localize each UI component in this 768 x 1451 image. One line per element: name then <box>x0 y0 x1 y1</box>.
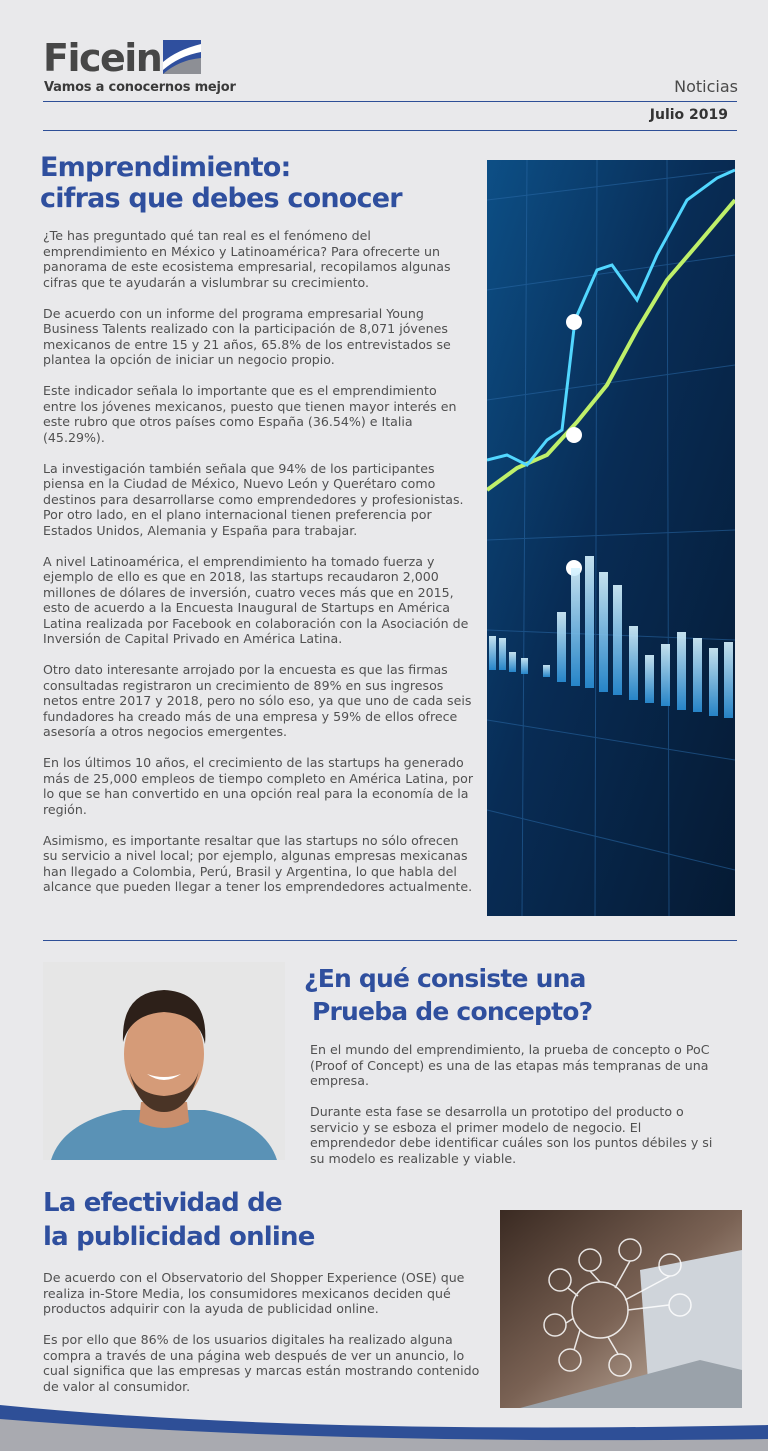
title-line: la publicidad online <box>43 1222 315 1252</box>
article-title-publicidad-online <box>43 1186 315 1254</box>
title-line: La efectividad de <box>43 1188 282 1218</box>
paragraph: Este indicador señala lo importante que es el emprendimiento entre los jóvenes mexicanos, puesto que tienen mayor interés en este rubro que otros países como España (36.54%) e Italia (45.29%). <box>43 383 457 445</box>
paragraph: Durante esta fase se desarrolla un prototipo del producto o servicio y se esboza el primer modelo de negocio. El emprendedor debe identificar cuáles son los puntos débiles y si su modelo es realizable y viable. <box>310 1104 713 1166</box>
article-title-emprendimiento <box>40 152 402 214</box>
paragraph: Asimismo, es importante resaltar que las startups no sólo ofrecen su servicio a nivel local; por ejemplo, algunas empresas mexicanas han llegado a Colombia, Perú, Brasil y Argentina, lo que habla del alcance que pueden llegar a tener los emprendedores actualmente. <box>43 832 473 894</box>
title-line: Emprendimiento: <box>40 152 291 183</box>
logo-emblem-icon <box>163 40 201 74</box>
paragraph: En los últimos 10 años, el crecimiento de las startups ha generado más de 25,000 empleos de tiempo completo en América Latina, por lo que se han convertido en una opción real para la economía de la región. <box>43 755 474 817</box>
ficein-logo <box>43 38 201 78</box>
paragraph: Otro dato interesante arrojado por la encuesta es que las firmas consultadas registraron un crecimiento de 89% en sus ingresos netos entre 2017 y 2018, pero no sólo eso, ya que uno de cada seis fundadores ha creado más de una empresa y 59% de ellos ofrece asesoría a otros negocios emergentes. <box>43 662 472 739</box>
paragraph: De acuerdo con el Observatorio del Shopper Experience (OSE) que realiza in-Store Media, los consumidores mexicanos deciden qué productos adquirir con la ayuda de publicidad online. <box>43 1270 465 1316</box>
financial-chart-image <box>487 160 735 916</box>
paragraph: A nivel Latinoamérica, el emprendimiento ha tomado fuerza y ejemplo de ello es que en 2018, las startups recaudaron 2,000 millones de dólares de inversión, cuatro veces más que en 2015, esto de acuerdo a la Encuesta Inaugural de Startups en América Latina realizada por Facebook en colaboración con la Asociación de Inversión de Capital Privado en América Latina. <box>43 553 469 646</box>
article-body-publicidad-online <box>43 1270 483 1410</box>
article-title-prueba-concepto <box>304 962 592 1028</box>
title-line: cifras que debes conocer <box>40 183 402 214</box>
header-divider-bottom <box>43 130 737 131</box>
footer-wave-decoration <box>0 1395 768 1451</box>
laptop-online-shopping-image <box>500 1210 742 1408</box>
title-line: ¿En qué consiste una <box>304 964 586 993</box>
header-divider-top <box>43 101 737 102</box>
section-label: Noticias <box>674 77 738 96</box>
tagline: Vamos a conocernos mejor <box>44 80 236 95</box>
article-body-prueba-concepto <box>310 1042 730 1182</box>
section-divider <box>43 940 737 941</box>
paragraph: En el mundo del emprendimiento, la prueba de concepto o PoC (Proof of Concept) es una de las etapas más tempranas de una empresa. <box>310 1042 710 1088</box>
paragraph: Es por ello que 86% de los usuarios digitales ha realizado alguna compra a través de una página web después de ver un anuncio, lo cual significa que las empresas y marcas están mostrando contenido de valor al consumidor. <box>43 1332 480 1394</box>
title-line: Prueba de concepto? <box>312 997 593 1026</box>
paragraph: ¿Te has preguntado qué tan real es el fenómeno del emprendimiento en México y Latinoamérica? Para ofrecerte un panorama de este ecosistema empresarial, recopilamos algunas cifras que te ayudarán a vislumbrar su crecimiento. <box>43 228 451 290</box>
logo-wordmark: Ficein <box>43 36 162 80</box>
article-body-emprendimiento <box>43 228 473 910</box>
issue-date: Julio 2019 <box>649 107 728 123</box>
paragraph: La investigación también señala que 94% de los participantes piensa en la Ciudad de México, Nuevo León y Querétaro como destinos para desarrollarse como emprendedores y profesionistas. Por otro lado, en el plano internacional tienen preferencia por Estados Unidos, Alemania y España para trabajar. <box>43 460 464 538</box>
paragraph: De acuerdo con un informe del programa empresarial Young Business Talents realizado con la participación de 8,071 jóvenes mexicanos de entre 15 y 21 años, 65.8% de los entrevistados se plantea la opción de iniciar un negocio propio. <box>43 305 451 367</box>
man-portrait-image <box>43 962 285 1160</box>
